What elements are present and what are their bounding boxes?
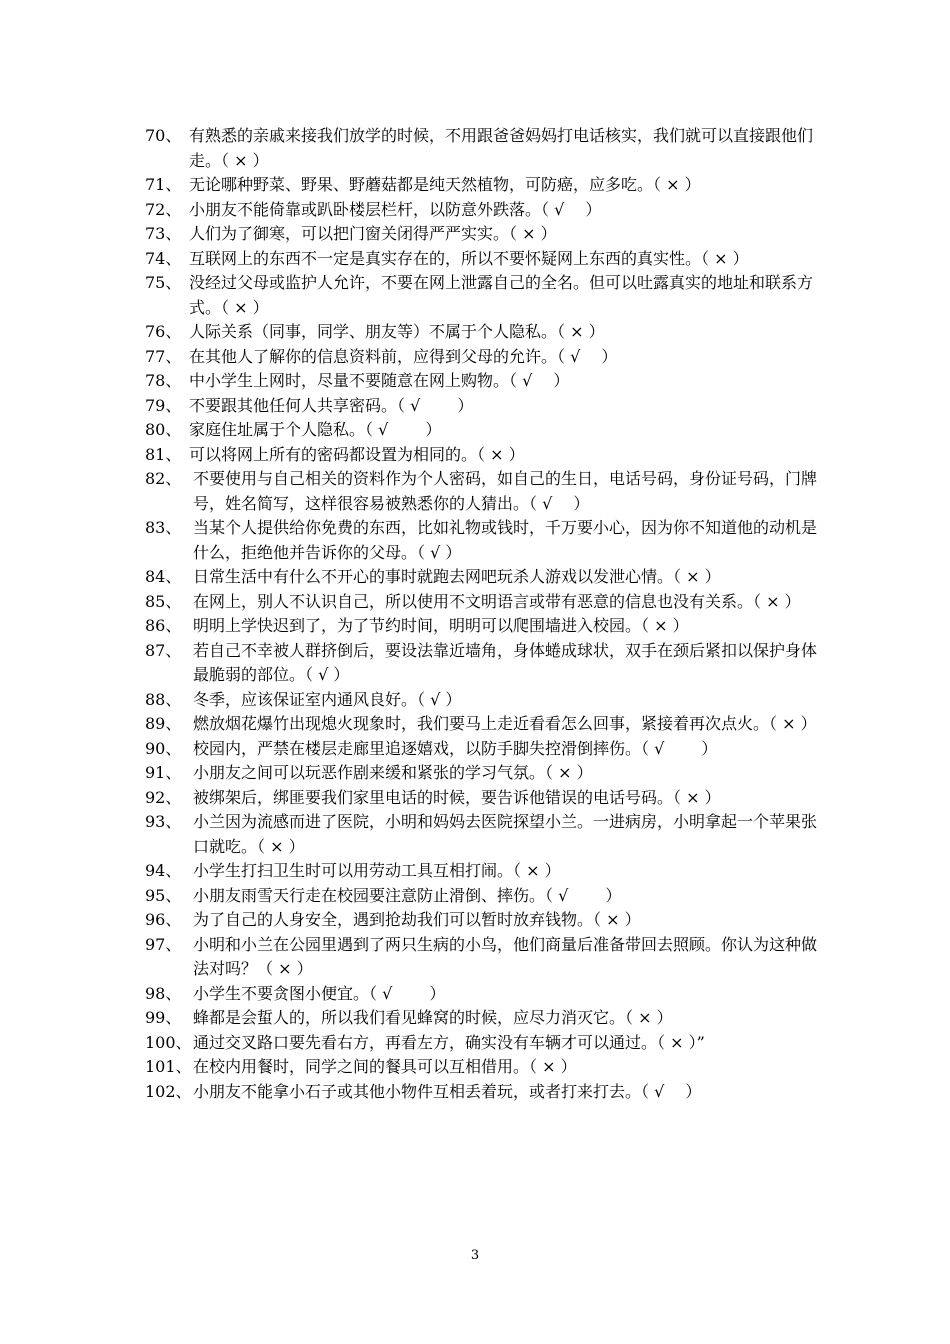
item-text: 明明上学快迟到了，为了节约时间，明明可以爬围墙进入校园。（ × ）: [193, 616, 689, 635]
list-item: [145, 639, 825, 688]
item-text: 通过交叉路口要先看右方，再看左方，确实没有车辆才可以通过。（ × ）”: [193, 1032, 705, 1052]
item-number: 94、: [145, 861, 182, 880]
list-item: [145, 394, 825, 419]
list-item: [145, 418, 825, 443]
item-number: 89、: [145, 714, 182, 733]
list-item: [145, 247, 825, 272]
item-number: 93、: [145, 812, 182, 831]
list-item: [145, 737, 825, 762]
list-item: [145, 688, 825, 713]
item-number: 73、: [145, 224, 182, 243]
list-item: [145, 884, 825, 909]
item-number: 96、: [145, 910, 182, 929]
item-number: 102、: [145, 1081, 192, 1101]
item-number: 79、: [145, 395, 182, 415]
list-item: [145, 1006, 825, 1031]
item-text: 可以将网上所有的密码都设置为相同的。（ × ）: [189, 444, 525, 464]
list-item: [145, 614, 825, 639]
item-text: 冬季，应该保证室内通风良好。（ √ ）: [193, 689, 462, 709]
list-item: [145, 908, 825, 933]
item-text: 人际关系（同事，同学、朋友等）不属于个人隐私。（ × ）: [189, 322, 605, 341]
item-text: 小朋友雨雪天行走在校园要注意防止滑倒、摔伤。（ √ ）: [193, 885, 622, 905]
item-text: 当某个人提供给你免费的东西，比如礼物或钱时，千万要小心，因为你不知道他的动机是什么，拒绝他并告诉你的父母。（ √ ）: [193, 518, 818, 562]
page-number: 3: [470, 1248, 480, 1263]
item-text: 不要跟其他任何人共享密码。（ √ ）: [189, 395, 474, 415]
list-item: [145, 173, 825, 198]
list-item: [145, 198, 825, 223]
list-item: [145, 516, 825, 565]
list-item: [145, 1055, 825, 1080]
list-item: [145, 712, 825, 737]
item-text: 小学生不要贪图小便宜。（ √ ）: [193, 983, 446, 1003]
item-number: 92、: [145, 787, 182, 807]
list-item: [145, 1031, 825, 1056]
item-text: 小朋友之间可以玩恶作剧来缓和紧张的学习气氛。（ × ）: [193, 763, 593, 782]
item-number: 75、: [145, 273, 182, 292]
item-text: 中小学生上网时，尽量不要随意在网上购物。（ √ ）: [189, 371, 570, 390]
item-text: 小兰因为流感而进了医院，小明和妈妈去医院探望小兰。一进病房，小明拿起一个苹果张口就吃。（ × ）: [193, 812, 818, 856]
list-item: [145, 761, 825, 786]
list-item: [145, 590, 825, 615]
item-text: 在校内用餐时，同学之间的餐具可以互相借用。（ × ）: [193, 1057, 577, 1076]
item-text: 校园内，严禁在楼层走廊里追逐嬉戏，以防手脚失控滑倒摔伤。（ √ ）: [193, 738, 718, 758]
list-item: [145, 982, 825, 1007]
item-text: 在其他人了解你的信息资料前，应得到父母的允许。（ √ ）: [189, 346, 618, 366]
item-text: 互联网上的东西不一定是真实存在的，所以不要怀疑网上东西的真实性。（ × ）: [189, 248, 749, 268]
list-item: [145, 124, 825, 173]
item-text: 有熟悉的亲戚来接我们放学的时候，不用跟爸爸妈妈打电话核实，我们就可以直接跟他们走。（ × ）: [189, 126, 814, 170]
item-number: 90、: [145, 738, 182, 758]
item-number: 83、: [145, 518, 182, 537]
list-item: [145, 859, 825, 884]
item-number: 77、: [145, 346, 182, 366]
item-text: 为了自己的人身安全，遇到抢劫我们可以暂时放弃钱物。（ × ）: [193, 910, 641, 929]
item-text: 小朋友不能拿小石子或其他小物件互相丢着玩，或者打来打去。（ √ ）: [193, 1081, 702, 1101]
question-list: [145, 124, 825, 1104]
item-text: 燃放烟花爆竹出现熄火现象时，我们要马上走近看看怎么回事，紧接着再次点火。（ × ）: [193, 714, 817, 733]
item-text: 小朋友不能倚靠或趴卧楼层栏杆，以防意外跌落。（ √ ）: [189, 199, 602, 219]
list-item: [145, 565, 825, 590]
list-item: [145, 345, 825, 370]
item-number: 101、: [145, 1057, 192, 1076]
item-number: 86、: [145, 616, 182, 635]
item-number: 78、: [145, 371, 182, 390]
item-number: 81、: [145, 444, 182, 464]
item-number: 70、: [145, 126, 182, 145]
item-number: 95、: [145, 885, 182, 905]
item-number: 98、: [145, 983, 182, 1003]
list-item: [145, 271, 825, 320]
item-text: 小学生打扫卫生时可以用劳动工具互相打闹。（ × ）: [193, 861, 561, 880]
item-text: 小明和小兰在公园里遇到了两只生病的小鸟，他们商量后准备带回去照顾。你认为这种做法对吗？（ × ）: [193, 934, 818, 978]
item-number: 71、: [145, 175, 182, 194]
item-text: 不要使用与自己相关的资料作为个人密码，如自己的生日，电话号码，身份证号码，门牌号，姓名简写，这样很容易被熟悉你的人猜出。（ √ ）: [193, 469, 818, 513]
list-item: [145, 369, 825, 394]
item-number: 84、: [145, 567, 182, 586]
list-item: [145, 810, 825, 859]
list-item: [145, 786, 825, 811]
item-text: 没经过父母或监护人允许，不要在网上泄露自己的全名。但可以吐露真实的地址和联系方式。（ × ）: [189, 273, 814, 317]
item-text: 蜂都是会蜇人的，所以我们看见蜂窝的时候，应尽力消灭它。（ × ）: [193, 1008, 673, 1027]
item-text: 家庭住址属于个人隐私。（ √ ）: [189, 420, 442, 439]
item-number: 97、: [145, 934, 182, 954]
item-text: 被绑架后，绑匪要我们家里电话的时候，要告诉他错误的电话号码。（ × ）: [193, 787, 721, 807]
item-number: 88、: [145, 689, 182, 709]
item-number: 85、: [145, 591, 182, 611]
list-item: [145, 1080, 825, 1105]
item-number: 99、: [145, 1008, 182, 1027]
list-item: [145, 933, 825, 982]
item-text: 无论哪种野菜、野果、野蘑菇都是纯天然植物，可防癌，应多吃。（ × ）: [189, 175, 701, 194]
item-text: 若自己不幸被人群挤倒后，要设法靠近墙角，身体蜷成球状，双手在颈后紧扣以保护身体最脆弱的部位。（ √ ）: [193, 640, 818, 684]
item-number: 91、: [145, 763, 182, 782]
item-text: 日常生活中有什么不开心的事时就跑去网吧玩杀人游戏以发泄心情。（ × ）: [193, 567, 721, 586]
list-item: [145, 222, 825, 247]
item-number: 100、: [145, 1032, 192, 1052]
item-number: 87、: [145, 640, 182, 660]
item-number: 82、: [145, 469, 182, 488]
item-text: 在网上，别人不认识自己，所以使用不文明语言或带有恶意的信息也没有关系。（ × ）: [193, 591, 801, 611]
item-text: 人们为了御寒，可以把门窗关闭得严严实实。（ × ）: [189, 224, 557, 243]
item-number: 80、: [145, 420, 182, 439]
item-number: 76、: [145, 322, 182, 341]
item-number: 72、: [145, 199, 182, 219]
list-item: [145, 320, 825, 345]
list-item: [145, 467, 825, 516]
list-item: [145, 443, 825, 468]
item-number: 74、: [145, 248, 182, 268]
